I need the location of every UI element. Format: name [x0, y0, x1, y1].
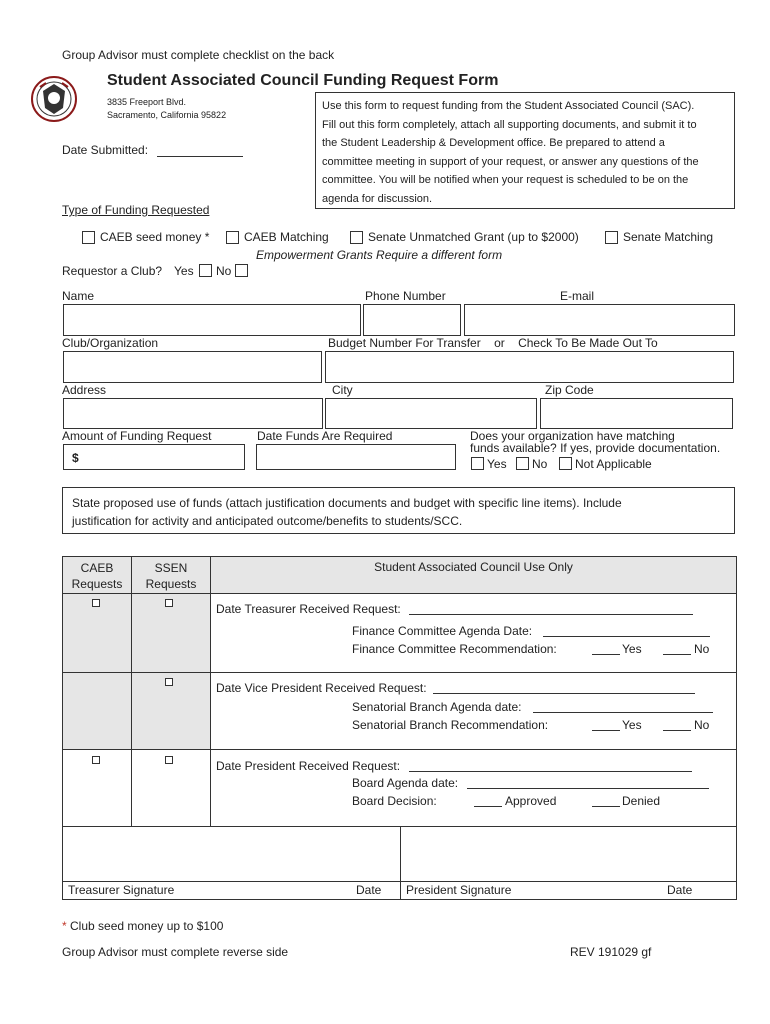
college-seal-logo — [30, 75, 78, 123]
amount-field[interactable] — [63, 444, 245, 470]
zip-field[interactable] — [540, 398, 733, 429]
ssen-row2-checkbox[interactable] — [165, 678, 173, 686]
finance-yes-label: Yes — [622, 642, 642, 656]
instructions-line: committee meeting in support of your request, or answer any questions of the — [322, 155, 699, 168]
empowerment-note: Empowerment Grants Require a different form — [256, 248, 503, 262]
ssen-row1-checkbox[interactable] — [165, 599, 173, 607]
matching-no-checkbox[interactable] — [516, 457, 529, 470]
finance-yes-line[interactable] — [592, 654, 620, 655]
dollar-sign: $ — [72, 451, 79, 465]
instructions-line: Fill out this form completely, attach all supporting documents, and submit it to — [322, 118, 697, 131]
sac-header-label: Student Associated Council Use Only — [374, 560, 573, 574]
senate-unmatched-checkbox[interactable] — [350, 231, 363, 244]
name-field[interactable] — [63, 304, 361, 336]
vp-received-line[interactable] — [433, 693, 695, 694]
name-label: Name — [62, 289, 95, 303]
address-line-1: 3835 Freeport Blvd. — [107, 97, 187, 107]
matching-yes-label: Yes — [487, 457, 507, 471]
date-submitted-label: Date Submitted: — [62, 143, 149, 157]
seed-note-text: Club seed money up to $100 — [70, 919, 224, 933]
treasurer-received-line[interactable] — [409, 614, 693, 615]
form-title: Student Associated Council Funding Request Form — [107, 72, 499, 89]
budget-label: Budget Number For Transfer or Check To Be Made Out To — [328, 336, 658, 350]
city-label: City — [332, 383, 353, 397]
budget-field[interactable] — [325, 351, 734, 383]
advisor-note: Group Advisor must complete reverse side — [62, 945, 289, 959]
senatorial-yes-label: Yes — [622, 718, 642, 732]
amount-label: Amount of Funding Request — [62, 429, 212, 443]
finance-recommendation-label: Finance Committee Recommendation: — [352, 642, 557, 656]
address-label: Address — [62, 383, 107, 397]
caeb-cell-row2 — [62, 672, 132, 750]
senatorial-no-label: No — [694, 718, 710, 732]
finance-agenda-label: Finance Committee Agenda Date: — [352, 624, 533, 638]
denied-line[interactable] — [592, 806, 620, 807]
president-received-line[interactable] — [409, 771, 692, 772]
treasurer-date-label: Date — [356, 883, 382, 897]
address-line-2: Sacramento, California 95822 — [107, 110, 227, 120]
funding-type-heading: Type of Funding Requested — [62, 203, 210, 217]
finance-no-label: No — [694, 642, 710, 656]
proposal-box[interactable] — [62, 487, 735, 534]
president-date-label: Date — [667, 883, 693, 897]
top-note: Group Advisor must complete checklist on the back — [62, 48, 335, 62]
senate-matching-checkbox[interactable] — [605, 231, 618, 244]
board-agenda-line[interactable] — [467, 788, 709, 789]
date-required-label: Date Funds Are Required — [257, 429, 393, 443]
senatorial-recommendation-label: Senatorial Branch Recommendation: — [352, 718, 549, 732]
vp-received-label: Date Vice President Received Request: — [216, 681, 427, 695]
ssen-header-line2: Requests — [145, 577, 197, 591]
senatorial-agenda-label: Senatorial Branch Agenda date: — [352, 700, 522, 714]
email-field[interactable] — [464, 304, 735, 336]
caeb-row1-checkbox[interactable] — [92, 599, 100, 607]
matching-question-2: funds available? If yes, provide documentation. — [470, 441, 721, 455]
seed-note — [62, 919, 223, 933]
denied-label: Denied — [622, 794, 661, 808]
president-received-label: Date President Received Request: — [216, 759, 401, 773]
club-label: Club/Organization — [62, 336, 159, 350]
treasurer-received-label: Date Treasurer Received Request: — [216, 602, 401, 616]
club-field[interactable] — [63, 351, 322, 383]
senatorial-no-line[interactable] — [663, 730, 691, 731]
caeb-header-line2: Requests — [71, 577, 123, 591]
finance-agenda-line[interactable] — [543, 636, 710, 637]
approved-label: Approved — [505, 794, 557, 808]
caeb-row3-checkbox[interactable] — [92, 756, 100, 764]
senate-unmatched-label: Senate Unmatched Grant (up to $2000) — [368, 230, 579, 244]
board-decision-label: Board Decision: — [352, 794, 437, 808]
senate-matching-label: Senate Matching — [623, 230, 714, 244]
instructions-line: the Student Leadership & Development office. Be prepared to attend a — [322, 137, 665, 149]
proposal-line-1: State proposed use of funds (attach justification documents and budget with specific line items). Include — [72, 496, 622, 510]
president-signature-label: President Signature — [406, 883, 512, 897]
ssen-header-line1: SSEN — [154, 561, 188, 575]
ssen-header — [131, 556, 211, 594]
approved-line[interactable] — [474, 806, 502, 807]
revision-label: REV 191029 gf — [570, 945, 652, 959]
treasurer-signature-label: Treasurer Signature — [68, 883, 175, 897]
asterisk: * — [62, 919, 67, 933]
sac-header — [210, 556, 737, 594]
zip-label: Zip Code — [545, 383, 594, 397]
caeb-seed-label: CAEB seed money * — [100, 230, 210, 244]
instructions-line: Use this form to request funding from the Student Associated Council (SAC). — [322, 100, 695, 112]
date-required-field[interactable] — [256, 444, 456, 470]
caeb-matching-label: CAEB Matching — [244, 230, 329, 244]
matching-no-label: No — [532, 457, 548, 471]
club-question-label: Requestor a Club? — [62, 264, 163, 278]
proposal-line-2: justification for activity and anticipated outcome/benefits to students/SCC. — [72, 514, 463, 528]
phone-field[interactable] — [363, 304, 461, 336]
address-field[interactable] — [63, 398, 323, 429]
date-submitted-line[interactable] — [157, 156, 243, 157]
caeb-matching-checkbox[interactable] — [226, 231, 239, 244]
phone-label: Phone Number — [365, 289, 446, 303]
city-field[interactable] — [325, 398, 537, 429]
caeb-seed-checkbox[interactable] — [82, 231, 95, 244]
matching-yes-checkbox[interactable] — [471, 457, 484, 470]
caeb-header — [62, 556, 132, 594]
club-no-label: No — [216, 264, 232, 278]
senatorial-yes-line[interactable] — [592, 730, 620, 731]
matching-na-label: Not Applicable — [575, 457, 652, 471]
caeb-header-line1: CAEB — [80, 561, 114, 575]
matching-question-1: Does your organization have matching — [470, 429, 675, 443]
instructions-line: agenda for discussion. — [322, 192, 433, 205]
board-agenda-label: Board Agenda date: — [352, 776, 459, 790]
finance-no-line[interactable] — [663, 654, 691, 655]
club-yes-label: Yes — [174, 264, 194, 278]
ssen-row3-checkbox[interactable] — [165, 756, 173, 764]
instructions-line: committee. You will be notified when your request is scheduled to be on the — [322, 174, 689, 186]
email-label: E-mail — [560, 289, 595, 303]
club-no-checkbox[interactable] — [235, 264, 248, 277]
matching-na-checkbox[interactable] — [559, 457, 572, 470]
instructions-box — [315, 92, 735, 209]
signature-divider — [62, 881, 737, 882]
senatorial-agenda-line[interactable] — [533, 712, 713, 713]
club-yes-checkbox[interactable] — [199, 264, 212, 277]
